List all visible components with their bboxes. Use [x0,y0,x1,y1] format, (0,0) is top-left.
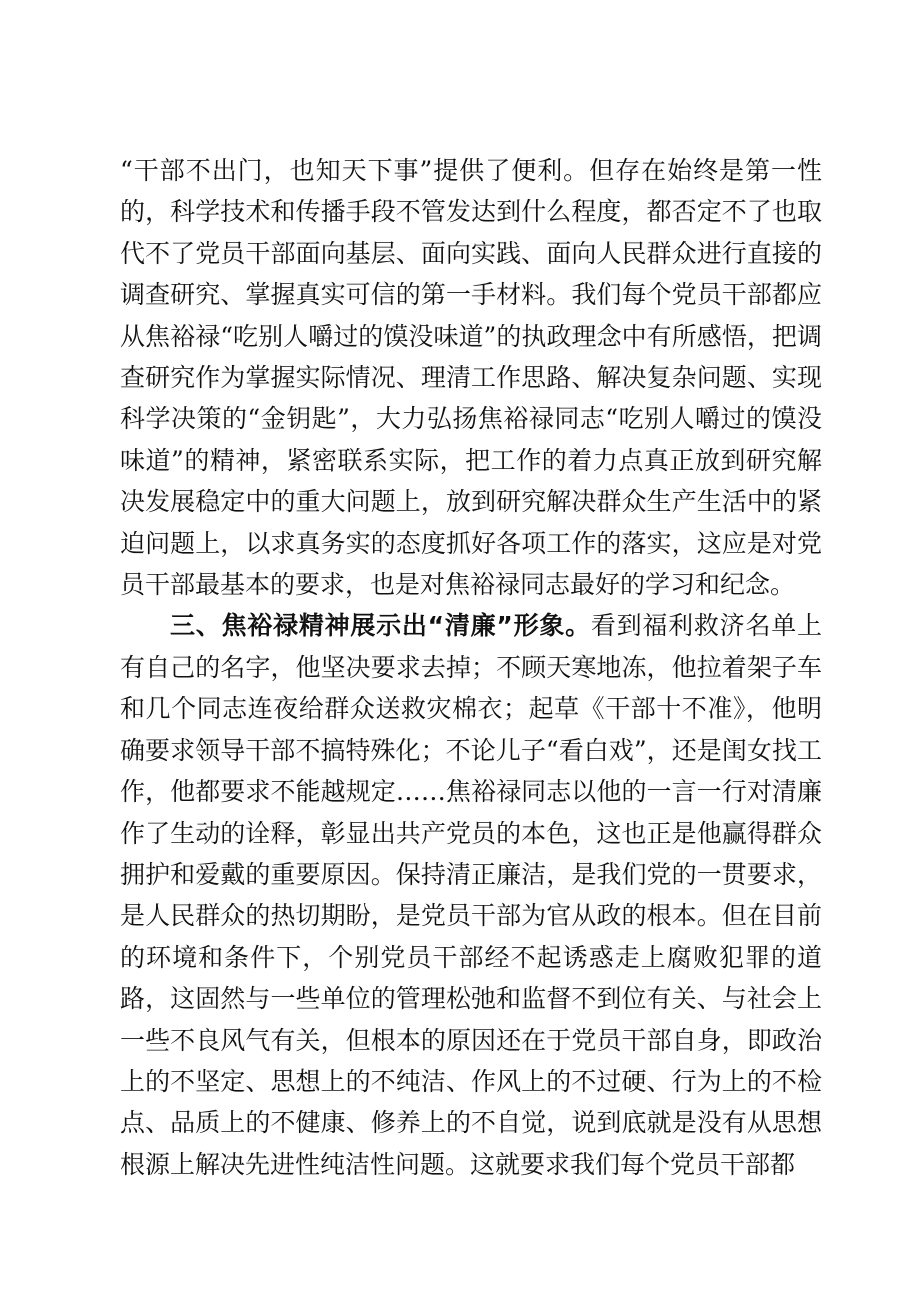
section-heading: 三、焦裕禄精神展示出“清廉”形象。 [170,611,591,641]
section-body: 看到福利救济名单上有自己的名字，他坚决要求去掉；不顾天寒地冻，他拉着架子车和几个同志连夜给群众送救灾棉衣；起草《干部十不准》，他明确要求领导干部不搞特殊化；不论儿子“看白戏”，还是闺女找工作，他都要求不能越规定……焦裕禄同志以他的一言一行对清廉作了生动的诠释，彰显出共产党员的本色，这也正是他赢得群众拥护和爱戴的重要原因。保持清正廉洁，是我们党的一贯要求，是人民群众的热切期盼，是党员干部为官从政的根本。但在目前的环境和条件下，个别党员干部经不起诱惑走上腐败犯罪的道路，这固然与一些单位的管理松弛和监督不到位有关、与社会上一些不良风气有关，但根本的原因还在于党员干部自身，即政治上的不坚定、思想上的不纯洁、作风上的不过硬、行为上的不检点、品质上的不健康、修养上的不自觉，说到底就是没有从思想根源上解决先进性纯洁性问题。这就要求我们每个党员干部都 [120,611,822,1179]
paragraph-continuation: “干部不出门，也知天下事”提供了便利。但存在始终是第一性的，科学技术和传播手段不管发达到什么程度，都否定不了也取代不了党员干部面向基层、面向实践、面向人民群众进行直接的调查研究、掌握真实可信的第一手材料。我们每个党员干部都应从焦裕禄“吃别人嚼过的馍没味道”的执政理念中有所感悟，把调查研究作为掌握实际情况、理清工作思路、解决复杂问题、实现科学决策的“金钥匙”，大力弘扬焦裕禄同志“吃别人嚼过的馍没味道”的精神，紧密联系实际，把工作的着力点真正放到研究解决发展稳定中的重大问题上，放到研究解决群众生产生活中的紧迫问题上，以求真务实的态度抓好各项工作的落实，这应是对党员干部最基本的要求，也是对焦裕禄同志最好的学习和纪念。 [120,156,822,600]
body-text [120,150,822,1185]
paragraph-section-three [120,605,822,1185]
